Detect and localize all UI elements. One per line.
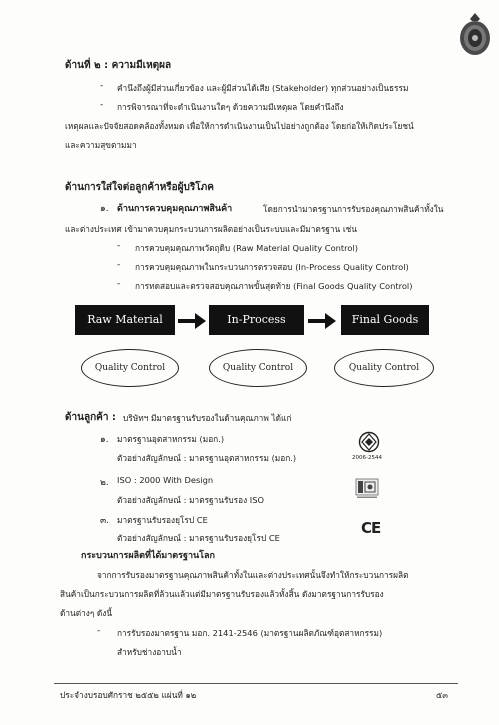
qc-sub-2: การควบคุมคุณภาพในกระบวนการตรวจสอบ (In-Process Quality Control)	[135, 262, 409, 272]
standard-sample-iso: ตัวอย่างสัญลักษณ์ : มาตรฐานรับรอง ISO	[117, 495, 265, 505]
iso-logo-icon	[355, 478, 379, 500]
item-number: ๑.	[100, 204, 109, 214]
oval-quality-control-3: Quality Control	[334, 349, 434, 387]
standard-title-iso: ISO : 2000 With Design	[117, 475, 214, 485]
section-heading-customer-care: ด้านการใส่ใจต่อลูกค้าหรือผู้บริโภค	[65, 182, 214, 193]
bullet-dash: -	[97, 626, 101, 636]
world-standard-p3: ด้านต่างๆ ดังนี้	[60, 608, 113, 618]
section-heading-customer: ด้านลูกค้า :	[65, 412, 116, 423]
reason-bullet-1: คำนึงถึงผู้มีส่วนเกี่ยวข้อง และผู้มีส่วนได้เสีย (Stakeholder) ทุกส่วนอย่างเป็นธรรม	[117, 83, 409, 93]
reason-bullet-2: การพิจารณาที่จะดำเนินงานใดๆ ด้วยความมีเหตุผล โดยคำนึงถึง	[117, 102, 344, 112]
flow-box-in-process: In-Process	[209, 305, 304, 335]
world-standard-bullet: การรับรองมาตรฐาน มอก. 2141-2546 (มาตรฐานผลิตภัณฑ์อุตสาหกรรม)	[117, 628, 383, 638]
item-number: ๒.	[100, 478, 109, 488]
tis-logo-icon	[358, 431, 380, 453]
quality-control-title: ด้านการควบคุมคุณภาพสินค้า	[117, 204, 233, 214]
qc-sub-3: การทดสอบและตรวจสอบคุณภาพขั้นสุดท้าย (Final Goods Quality Control)	[135, 281, 413, 291]
flow-box-raw-material: Raw Material	[75, 305, 175, 335]
bullet-dash: -	[117, 260, 121, 270]
item-number: ๓.	[100, 516, 110, 526]
oval-quality-control-2: Quality Control	[209, 349, 307, 387]
reason-bullet-2-cont: เหตุผลและปัจจัยสอดคล้องทั้งหมด เพื่อให้การดำเนินงานเป็นไปอย่างถูกต้อง โดยก่อให้เกิดประโยชน์	[65, 121, 414, 131]
tis-logo-caption: 2006-2544	[352, 455, 382, 461]
item-number: ๑.	[100, 435, 109, 445]
standard-title-tis: มาตรฐานอุตสาหกรรม (มอก.)	[117, 434, 225, 444]
bullet-dash: -	[100, 100, 104, 110]
customer-desc: บริษัทฯ มีมาตรฐานรับรองในด้านคุณภาพ ได้แก่	[123, 413, 292, 423]
bullet-dash: -	[117, 279, 121, 289]
world-standard-bullet-sub: สำหรับช่างอาบน้ำ	[117, 647, 182, 657]
standard-sample-tis: ตัวอย่างสัญลักษณ์ : มาตรฐานอุตสาหกรรม (มอก.)	[117, 453, 297, 463]
qc-sub-1: การควบคุมคุณภาพวัตถุดิบ (Raw Material Quality Control)	[135, 243, 359, 253]
oval-quality-control-1: Quality Control	[81, 349, 179, 387]
footer-left-text: ประจำงบรอบศักราช ๒๕๕๒ แผ่นที่ ๑๒	[60, 690, 197, 700]
section-heading-world-standard: กระบวนการผลิตที่ได้มาตรฐานโลก	[81, 551, 215, 561]
quality-control-desc-cont: และต่างประเทศ เข้ามาควบคุมกระบวนการผลิตอย่างเป็นระบบและมีมาตรฐาน เช่น	[65, 224, 357, 234]
reason-bullet-2-cont2: และความสุขตามมา	[65, 140, 137, 150]
ce-mark-icon: CE	[361, 519, 381, 537]
section-heading-reason: ด้านที่ ๒ : ความมีเหตุผล	[65, 60, 172, 71]
flow-box-final-goods: Final Goods	[341, 305, 429, 335]
footer-divider	[54, 683, 458, 684]
standard-sample-ce: ตัวอย่างสัญลักษณ์ : มาตรฐานรับรองยุโรป CE	[117, 533, 280, 543]
arrow-right-icon	[177, 312, 207, 330]
world-standard-p1: จากการรับรองมาตรฐานคุณภาพสินค้าทั้งในและต่างประเทศนั้นจึงทำให้กระบวนการผลิต	[97, 570, 409, 580]
royal-seal-icon	[458, 12, 492, 56]
standard-title-ce: มาตรฐานรับรองยุโรป CE	[117, 515, 208, 525]
bullet-dash: -	[117, 241, 121, 251]
quality-control-desc: โดยการนำมาตรฐานการรับรองคุณภาพสินค้าทั้งใน	[263, 204, 444, 214]
arrow-right-icon	[307, 312, 337, 330]
world-standard-p2: สินค้าเป็นกระบวนการผลิตที่ล้วนแล้วแต่มีมาตรฐานรับรองแล้วทั้งสิ้น ดังมาตรฐานการรับรอง	[60, 589, 384, 599]
page-number: ๕๓	[436, 690, 448, 700]
bullet-dash: -	[100, 81, 104, 91]
